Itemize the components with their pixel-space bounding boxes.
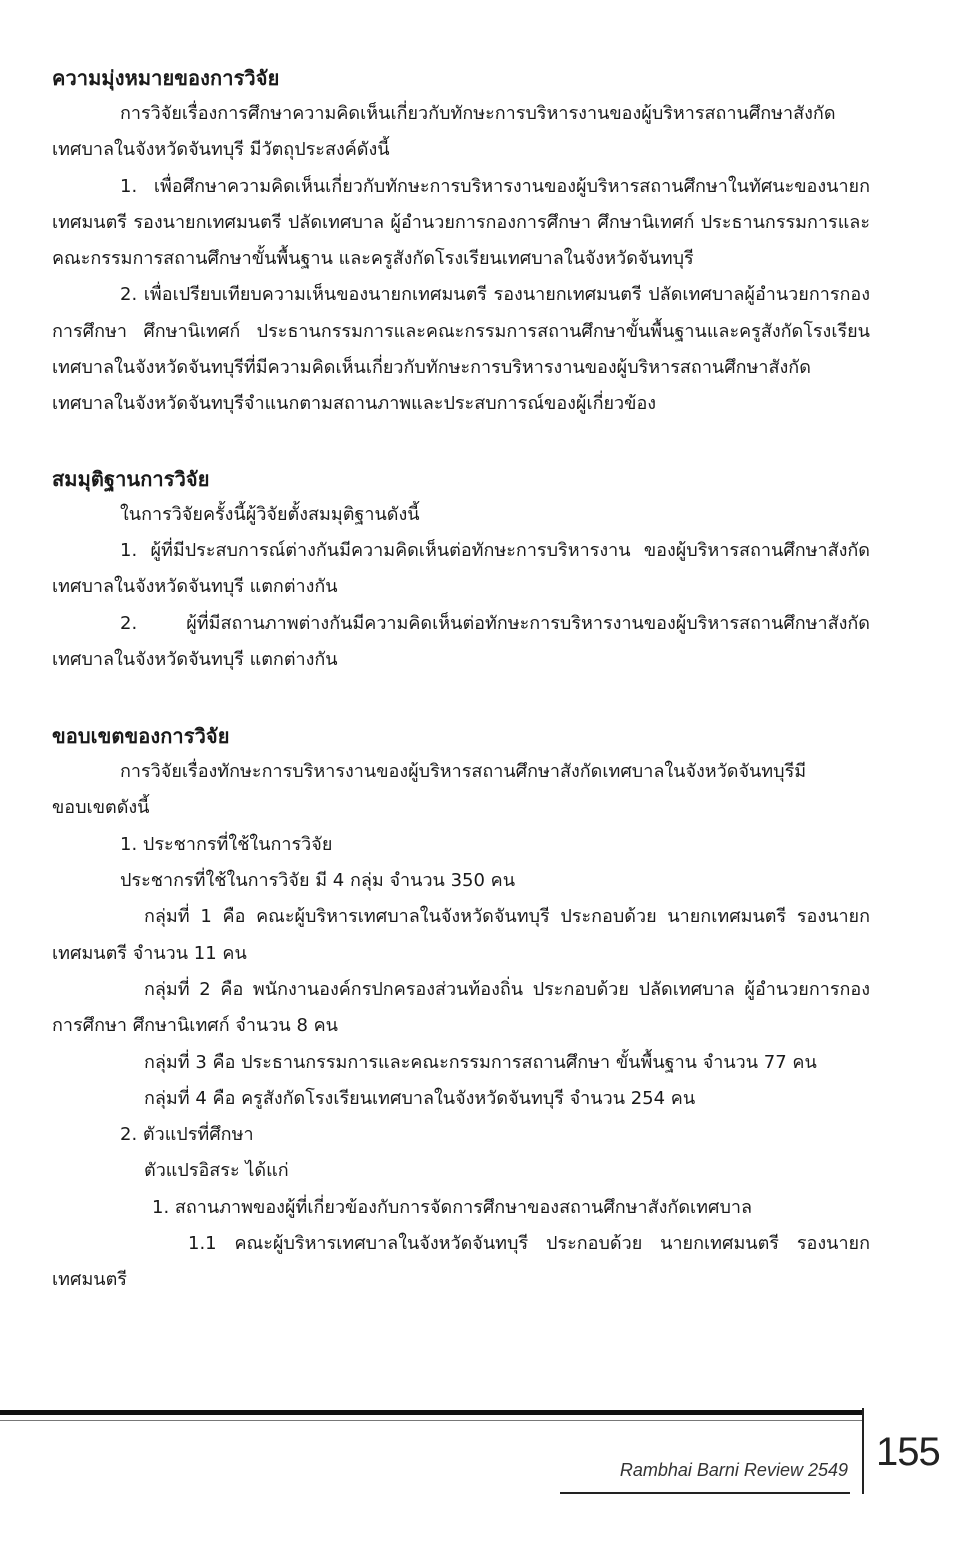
section-spacer	[52, 678, 870, 718]
independent-variables-title: ตัวแปรอิสระ ได้แก่	[144, 1160, 289, 1182]
population-group-2: กลุ่มที่ 2 คือ พนักงานองค์กรปกครองส่วนท้องถิ่น ประกอบด้วย ปลัดเทศบาล ผู้อำนวยการกองการศึกษา ศึกษานิเทศก์ จำนวน 8 คน	[52, 978, 870, 1037]
objectives-intro: การวิจัยเรื่องการศึกษาความคิดเห็นเกี่ยวกับทักษะการบริหารงานของผู้บริหารสถานศึกษาสังกัดเทศบาลในจังหวัดจันทบุรี มีวัตถุประสงค์ดังนี้	[52, 103, 836, 161]
scope-intro: การวิจัยเรื่องทักษะการบริหารงานของผู้บริหารสถานศึกษาสังกัดเทศบาลในจังหวัดจันทบุรีมีขอบเขตดังนี้	[52, 761, 807, 819]
population-summary: ประชากรที่ใช้ในการวิจัย มี 4 กลุ่ม จำนวน 350 คน	[120, 870, 516, 892]
hypotheses-intro: ในการวิจัยครั้งนี้ผู้วิจัยตั้งสมมุติฐานดังนี้	[120, 503, 420, 525]
section-spacer	[52, 423, 870, 461]
page-content	[52, 60, 870, 1299]
variables-title: 2. ตัวแปรที่ศึกษา	[120, 1124, 254, 1146]
population-title: 1. ประชากรที่ใช้ในการวิจัย	[120, 833, 333, 855]
variable-item-1-1: 1.1 คณะผู้บริหารเทศบาลในจังหวัดจันทบุรี ประกอบด้วย นายกเทศมนตรี รองนายกเทศมนตรี	[52, 1233, 870, 1291]
population-group-3: กลุ่มที่ 3 คือ ประธานกรรมการและคณะกรรมการสถานศึกษา ขั้นพื้นฐาน จำนวน 77 คน	[144, 1051, 817, 1073]
footer-rule-bottom	[560, 1492, 850, 1494]
scope-heading: ขอบเขตของการวิจัย	[52, 724, 230, 749]
page-number: 155	[876, 1430, 940, 1474]
hypothesis-item-1: 1. ผู้ที่มีประสบการณ์ต่างกันมีความคิดเห็นต่อทักษะการบริหารงาน ของผู้บริหารสถานศึกษาสังกัดเทศบาลในจังหวัดจันทบุรี แตกต่างกัน	[52, 539, 870, 598]
footer-rule-thick	[0, 1410, 862, 1415]
objective-item-1: 1. เพื่อศึกษาความคิดเห็นเกี่ยวกับทักษะการบริหารงานของผู้บริหารสถานศึกษาในทัศนะของนายกเทศมนตรี รองนายกเทศมนตรี ปลัดเทศบาล ผู้อำนวยการกองการศึกษา ศึกษานิเทศก์ ประธานกรรมการและคณะกรรมการสถานศึกษาขั้นพื้นฐาน และครูสังกัดโรงเรียนเทศบาลในจังหวัดจันทบุรี	[52, 175, 870, 270]
population-group-1: กลุ่มที่ 1 คือ คณะผู้บริหารเทศบาลในจังหวัดจันทบุรี ประกอบด้วย นายกเทศมนตรี รองนายกเทศมนตรี จำนวน 11 คน	[52, 906, 870, 964]
objective-item-2: 2. เพื่อเปรียบเทียบความเห็นของนายกเทศมนตรี รองนายกเทศมนตรี ปลัดเทศบาลผู้อำนวยการกองการศึกษา ศึกษานิเทศก์ ประธานกรรมการและคณะกรรมการสถานศึกษาขั้นพื้นฐานและครูสังกัดโรงเรียนเทศบาลในจังหวัดจันทบุรีที่มีความคิดเห็นเกี่ยวกับทักษะการบริหารงานของผู้บริหารสถานศึกษาสังกัดเทศบาลในจังหวัดจันทบุรีจำแนกตามสถานภาพและประสบการณ์ของผู้เกี่ยวข้อง	[52, 284, 870, 415]
hypothesis-item-2: 2. ผู้ที่มีสถานภาพต่างกันมีความคิดเห็นต่อทักษะการบริหารงานของผู้บริหารสถานศึกษาสังกัดเทศบาลในจังหวัดจันทบุรี แตกต่างกัน	[52, 612, 870, 670]
footer-rule-thin	[0, 1420, 862, 1421]
population-group-4: กลุ่มที่ 4 คือ ครูสังกัดโรงเรียนเทศบาลในจังหวัดจันทบุรี จำนวน 254 คน	[144, 1087, 696, 1109]
variable-item-1: 1. สถานภาพของผู้ที่เกี่ยวข้องกับการจัดการศึกษาของสถานศึกษาสังกัดเทศบาล	[152, 1196, 753, 1218]
objectives-heading: ความมุ่งหมายของการวิจัย	[52, 66, 280, 90]
footer-journal-name: Rambhai Barni Review 2549	[619, 1460, 848, 1480]
footer-divider	[862, 1408, 864, 1494]
hypotheses-heading: สมมุติฐานการวิจัย	[52, 466, 210, 491]
